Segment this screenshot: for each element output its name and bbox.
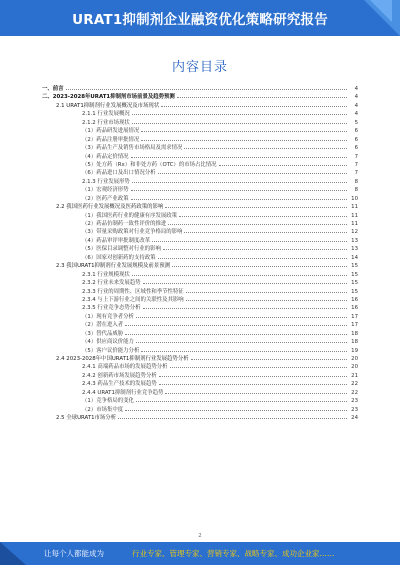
toc-entry-page: 22	[351, 381, 358, 388]
toc-entry-label: 2.4.4 URAT1抑制剂行业竞争趋势	[82, 389, 164, 396]
toc-entry-label: （3）带量采购政策对行业竞争格局的影响	[82, 229, 183, 236]
toc-entry[interactable]	[42, 355, 358, 363]
toc-leader-dots	[159, 372, 347, 377]
toc-leader-dots	[132, 110, 347, 115]
toc-leader-dots	[131, 153, 347, 158]
toc-entry-label: 2.3.3 行业的周期性、区域性和季节性特征	[82, 288, 184, 295]
toc-entry-label: 2.3.1 行业规模现状	[82, 271, 130, 278]
toc-leader-dots	[125, 406, 347, 411]
footer-slogan: 让每个人都能成为	[44, 549, 104, 558]
toc-leader-dots	[168, 220, 347, 225]
toc-entry-page: 6	[354, 145, 358, 152]
toc-entry-label: 二、2023-2028年URAT1抑制剂市场前景及趋势预测	[42, 94, 175, 101]
toc-leader-dots	[131, 186, 347, 191]
toc-entry-label: （1）竞争格局的变化	[82, 398, 134, 405]
toc-entry-page: 7	[354, 170, 358, 177]
toc-entry[interactable]	[42, 380, 358, 388]
toc-entry-label: 2.4.2 创新药市场发展趋势分析	[82, 372, 157, 379]
toc-entry-page: 7	[354, 161, 358, 168]
toc-entry-label: 2.3.5 行业竞争态势分析	[82, 305, 141, 312]
toc-entry-label: 2.3.2 行业未来发展趋势	[82, 280, 141, 287]
toc-entry-label: （6）药品进口及出口情况分析	[82, 170, 156, 177]
toc-entry[interactable]	[42, 127, 358, 135]
toc-entry[interactable]	[42, 161, 358, 169]
toc-entry[interactable]	[42, 304, 358, 312]
toc-entry-label: （5）医保目录调整对行业的影响	[82, 246, 161, 253]
toc-entry-label: （2）潜在进入者	[82, 322, 124, 329]
footer-decoration	[0, 542, 26, 565]
toc-entry[interactable]	[42, 313, 358, 321]
toc-leader-dots	[125, 321, 347, 326]
toc-entry-page: 4	[354, 111, 358, 118]
toc-entry-label: 2.4.1 高端药品市场的发展趋势分析	[82, 364, 168, 371]
toc-entry-label: （5）处方药（Rx）和非处方药（OTC）的市场占比情况	[82, 161, 217, 168]
toc-entry-label: 2.1.2 行业市场现状	[82, 119, 130, 126]
toc-leader-dots	[66, 85, 347, 90]
toc-entry[interactable]	[42, 321, 358, 329]
toc-leader-dots	[143, 279, 347, 284]
toc-entry-label: （6）国家对创新药的支持政策	[82, 254, 156, 261]
footer-banner	[0, 542, 400, 565]
toc-leader-dots	[184, 228, 347, 233]
toc-entry[interactable]	[42, 102, 358, 110]
toc-entry[interactable]	[42, 254, 358, 262]
toc-entry-page: 15	[351, 263, 358, 270]
toc-entry[interactable]	[42, 347, 358, 355]
toc-entry-page: 18	[351, 330, 358, 337]
toc-entry[interactable]	[42, 153, 358, 161]
toc-entry-page: 13	[351, 237, 358, 244]
toc-entry[interactable]	[42, 296, 358, 304]
toc-entry-label: 一、前言	[42, 86, 64, 92]
toc-entry-page: 4	[354, 94, 358, 101]
toc-entry[interactable]	[42, 406, 358, 414]
toc-entry[interactable]	[42, 262, 358, 270]
toc-entry[interactable]	[42, 397, 358, 405]
toc-entry-page: 4	[354, 86, 358, 92]
toc-leader-dots	[172, 262, 347, 267]
toc-entry-label: （3）药品生产及销售市场格局及需求情况	[82, 145, 183, 152]
toc-entry-page: 23	[351, 406, 358, 413]
toc-entry-label: 2.5 全球URAT1市场分析	[56, 415, 117, 422]
toc-entry-label: 2.2 我国医药行业发展概况及医药政策的影响	[56, 204, 164, 211]
toc-entry[interactable]	[42, 195, 358, 203]
toc-leader-dots	[143, 304, 347, 309]
toc-leader-dots	[161, 102, 347, 107]
toc-entry-page: 20	[351, 356, 358, 362]
toc-entry-label: （2）药品仿制药一致性评价的推进	[82, 221, 167, 227]
toc-leader-dots	[125, 330, 347, 335]
toc-entry[interactable]	[42, 271, 358, 279]
toc-entry-page: 6	[354, 128, 358, 135]
toc-leader-dots	[219, 161, 347, 166]
toc-entry-page: 14	[351, 254, 358, 261]
toc-entry[interactable]	[42, 93, 358, 101]
toc-leader-dots	[132, 271, 347, 276]
toc-entry-page: 18	[351, 339, 358, 346]
toc-entry[interactable]	[42, 363, 358, 371]
toc-entry-label: （2）市场集中度	[82, 406, 124, 413]
toc-entry-page: 11	[351, 212, 358, 219]
toc-leader-dots	[141, 127, 347, 132]
toc-entry-page: 11	[351, 204, 358, 211]
toc-entry-label: （5）客户议价能力分析	[82, 347, 140, 354]
toc-entry-page: 17	[351, 322, 358, 329]
toc-entry[interactable]	[42, 372, 358, 380]
toc-entry[interactable]	[42, 220, 358, 228]
toc-entry-label: （2）医药产业政策	[82, 195, 129, 202]
toc-entry-page: 10	[351, 195, 358, 202]
toc-leader-dots	[131, 195, 347, 200]
toc-entry-page: 24	[351, 415, 358, 422]
toc-entry-page: 22	[351, 389, 358, 396]
toc-entry-page: 8	[354, 178, 358, 185]
toc-entry-page: 16	[351, 305, 358, 312]
toc-entry[interactable]	[42, 169, 358, 177]
toc-entry-label: （1）药品研发进展情况	[82, 128, 140, 135]
toc-entry-page: 13	[351, 246, 358, 253]
toc-leader-dots	[184, 144, 347, 149]
toc-entry-page: 16	[351, 296, 358, 303]
toc-entry-page: 15	[351, 280, 358, 287]
toc-entry-label: （4）药品审评审批制度改革	[82, 237, 151, 244]
toc-leader-dots	[136, 397, 347, 402]
toc-entry-label: （4）供应商议价能力	[82, 339, 134, 346]
toc-leader-dots	[136, 313, 347, 318]
toc-entry[interactable]	[42, 338, 358, 346]
toc-entry[interactable]	[42, 136, 358, 144]
toc-entry[interactable]	[42, 212, 358, 220]
toc-entry-page: 19	[351, 347, 358, 354]
toc-leader-dots	[118, 414, 347, 419]
toc-entry[interactable]	[42, 178, 358, 186]
toc-entry-label: （4）药品定价情况	[82, 153, 129, 160]
toc-entry-page: 4	[354, 102, 358, 109]
toc-leader-dots	[158, 254, 347, 259]
toc-leader-dots	[132, 119, 347, 124]
toc-leader-dots	[165, 389, 347, 394]
toc-entry-label: （2）药品注册审批情况	[82, 136, 140, 143]
toc-entry-page: 12	[351, 229, 358, 236]
toc-entry-label: 2.4 2023-2028年中国URAT1抑制剂行业发展趋势分析	[56, 356, 189, 362]
toc-entry[interactable]	[42, 279, 358, 287]
toc-entry-label: 2.3.4 与上下游行业之间的关联性及其影响	[82, 296, 184, 303]
toc-entry-label: 2.4.3 药品生产技术的发展趋势	[82, 381, 157, 388]
toc-entry-label: 2.1.3 行业发展形势	[82, 178, 130, 185]
toc-leader-dots	[141, 347, 347, 352]
toc-entry-label: （1）现有竞争者分析	[82, 313, 134, 320]
toc-leader-dots	[136, 338, 347, 343]
toc-entry[interactable]	[42, 330, 358, 338]
toc-leader-dots	[159, 380, 347, 385]
toc-entry[interactable]	[42, 144, 358, 152]
toc-entry-page: 20	[351, 364, 358, 371]
toc-leader-dots	[141, 136, 347, 141]
toc-leader-dots	[163, 245, 347, 250]
toc-entry-page: 7	[354, 153, 358, 160]
toc-entry-page: 15	[351, 288, 358, 295]
toc-entry[interactable]	[42, 237, 358, 245]
toc-entry-page: 8	[354, 187, 358, 194]
toc-entry-page: 17	[351, 313, 358, 320]
toc-entry[interactable]	[42, 228, 358, 236]
toc-leader-dots	[152, 237, 347, 242]
toc-leader-dots	[158, 169, 347, 174]
toc-entry[interactable]	[42, 414, 358, 422]
toc-entry-label: 2.1.1 行业发展概况	[82, 111, 130, 118]
toc-leader-dots	[177, 93, 347, 98]
toc-entry-page: 5	[354, 119, 358, 126]
page-number: 2	[198, 533, 202, 539]
toc-entry-label: 2.1 URAT1抑制剂行业发展概况及市场现状	[56, 102, 160, 109]
table-of-contents	[42, 85, 358, 423]
toc-leader-dots	[191, 355, 347, 360]
toc-leader-dots	[186, 296, 347, 301]
toc-entry-page: 6	[354, 136, 358, 143]
footer-roles: 行业专家、管理专家、营销专家、战略专家、成功企业家……	[132, 549, 335, 558]
toc-entry[interactable]	[42, 203, 358, 211]
toc-entry-page: 11	[351, 221, 358, 227]
report-title: URAT1抑制剂企业融资优化策略研究报告	[72, 12, 328, 28]
toc-entry[interactable]	[42, 186, 358, 194]
toc-entry-label: （1）我国医药行业的健康有序发展政策	[82, 212, 178, 219]
toc-entry-page: 15	[351, 271, 358, 278]
toc-leader-dots	[186, 288, 347, 293]
toc-leader-dots	[165, 203, 347, 208]
toc-entry-label: 2.3 我国URAT1抑制剂行业发展规模及前景预测	[56, 263, 170, 270]
toc-entry-label: （3）替代品威胁	[82, 330, 124, 337]
toc-entry-page: 23	[351, 398, 358, 405]
toc-entry[interactable]	[42, 110, 358, 118]
toc-entry[interactable]	[42, 245, 358, 253]
toc-entry[interactable]	[42, 389, 358, 397]
header-banner	[0, 0, 400, 36]
toc-leader-dots	[132, 178, 347, 183]
toc-entry[interactable]	[42, 119, 358, 127]
toc-entry-page: 21	[351, 372, 358, 379]
toc-entry[interactable]	[42, 85, 358, 93]
header-decoration-inner	[370, 0, 392, 22]
toc-heading: 内容目录	[171, 60, 228, 75]
toc-entry[interactable]	[42, 288, 358, 296]
toc-leader-dots	[170, 363, 347, 368]
toc-leader-dots	[179, 212, 347, 217]
toc-entry-label: （1）宏观经济形势	[82, 187, 129, 194]
